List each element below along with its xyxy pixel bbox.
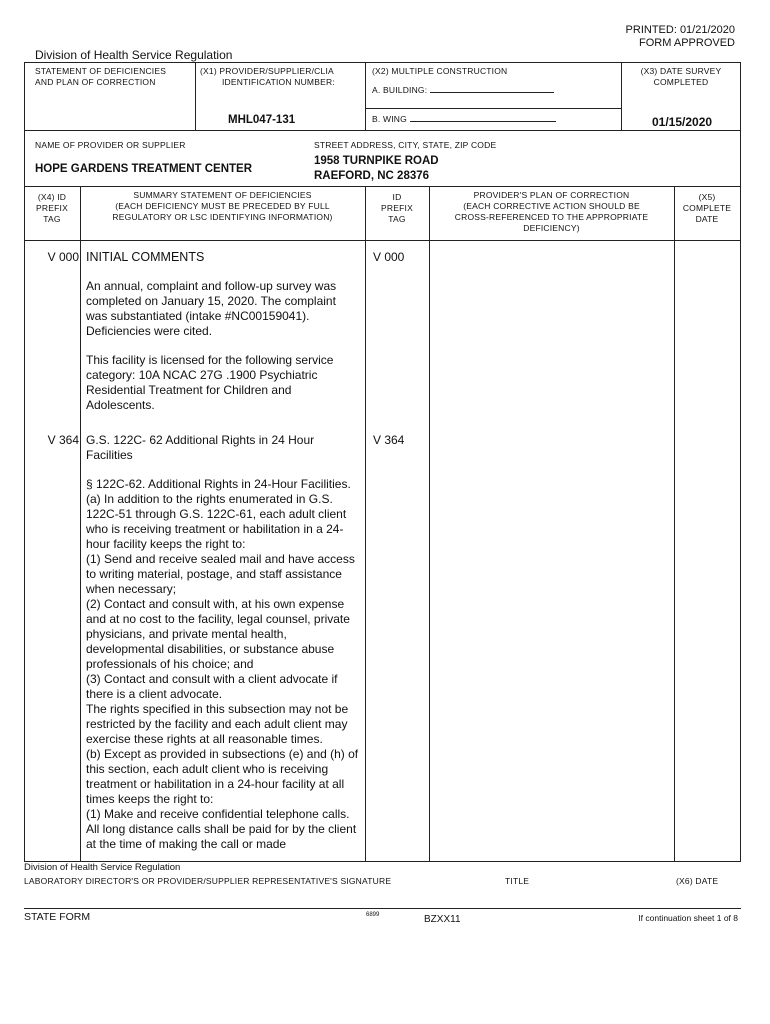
plan-header-line-4: DEFICIENCY) xyxy=(523,223,580,233)
x5-header-line-2: COMPLETE xyxy=(682,203,732,213)
state-form-label: STATE FORM xyxy=(24,911,91,923)
form-number: 6899 xyxy=(366,912,380,918)
divider-x2 xyxy=(365,62,366,130)
plan-header-line-1: PROVIDER'S PLAN OF CORRECTION xyxy=(473,190,630,200)
entry-prefix-v364: V 364 xyxy=(47,433,79,447)
x5-header-line-1: (X5) xyxy=(698,192,716,202)
plan-header xyxy=(429,190,674,234)
footer-division: Division of Health Service Regulation xyxy=(24,862,181,873)
entry-v364-text xyxy=(86,433,362,859)
col-divider-id xyxy=(429,186,430,861)
statement-label-1: STATEMENT OF DEFICIENCIES xyxy=(35,66,167,76)
x4-header-line-2: PREFIX xyxy=(36,203,68,213)
divider-building-wing xyxy=(365,108,621,109)
id-header-line-1: ID xyxy=(392,192,402,202)
x4-header-line-1: (X4) ID xyxy=(37,192,67,202)
address-label: STREET ADDRESS, CITY, STATE, ZIP CODE xyxy=(314,140,497,150)
form-right-border xyxy=(740,62,741,861)
summary-header-line-3: REGULATORY OR LSC IDENTIFYING INFORMATION) xyxy=(112,212,333,222)
x2-label: (X2) MULTIPLE CONSTRUCTION xyxy=(372,66,508,76)
column-header-bottom xyxy=(24,240,741,241)
column-header-top xyxy=(24,186,741,187)
divider-provider-row xyxy=(24,130,741,131)
survey-date: 01/15/2020 xyxy=(652,115,713,129)
plan-header-line-2: (EACH CORRECTIVE ACTION SHOULD BE xyxy=(463,201,640,211)
x3-label-2: COMPLETED xyxy=(653,77,709,87)
x5-header xyxy=(674,192,740,225)
x6-date-label: (X6) DATE xyxy=(676,876,719,886)
signature-label: LABORATORY DIRECTOR'S OR PROVIDER/SUPPLIER REPRESENTATIVE'S SIGNATURE xyxy=(24,876,392,886)
summary-header-line-1: SUMMARY STATEMENT OF DEFICIENCIES xyxy=(133,190,312,200)
id-header-line-2: PREFIX xyxy=(381,203,413,213)
building-label xyxy=(372,83,554,96)
col-divider-summary xyxy=(365,186,366,861)
form-left-border xyxy=(24,62,25,861)
wing-label-text: B. WING xyxy=(372,114,407,124)
wing-field[interactable] xyxy=(410,112,556,122)
plan-header-line-3: CROSS-REFERENCED TO THE APPROPRIATE xyxy=(454,212,649,222)
entry-id-tag-v364: V 364 xyxy=(373,433,405,447)
continuation-sheet: If continuation sheet 1 of 8 xyxy=(638,913,738,923)
entry-prefix-v000: V 000 xyxy=(47,250,79,264)
provider-name: HOPE GARDENS TREATMENT CENTER xyxy=(35,163,253,175)
address-line-2: RAEFORD, NC 28376 xyxy=(314,170,430,182)
divider-x1 xyxy=(195,62,196,130)
printed-date: PRINTED: 01/21/2020 xyxy=(625,24,735,36)
statement-label-2: AND PLAN OF CORRECTION xyxy=(35,77,156,87)
form-approved: FORM APPROVED xyxy=(639,37,735,49)
title-label: TITLE xyxy=(505,876,530,886)
paragraph: § 122C-62. Additional Rights in 24-Hour Facilities. (a) In addition to the rights enumerated in G.S. 122C-51 through G.S. 122C-61, each adult client who is receiving treatment or habilitation in a 24-hour facility keeps the right to: (1) Send and receive sealed mail and have access to writing material, postage, and staff assistance when necessary; (2) Contact and consult with, at his own expense and at no cost to the facility, legal counsel, private physicians, and private mental health, developmental disabilities, or substance abuse professionals of his choice; and (3) Contact and consult with a client advocate if there is a client advocate. The rights specified in this subsection may not be restricted by the facility and each adult client may exercise these rights at all reasonable times. (b) Except as provided in subsections (e) and (h) of this section, each adult client who is receiving treatment or habilitation in a 24-hour facility at all times keeps the right to: (1) Make and receive confidential telephone calls. All long distance calls shall be paid for by the client at the time of making the call or made xyxy=(86,477,359,851)
provider-id-number: MHL047-131 xyxy=(228,114,296,126)
id-header-line-3: TAG xyxy=(388,214,406,224)
paragraph: An annual, complaint and follow-up survey was completed on January 15, 2020. The complaint was substantiated (intake #NC00159041). Deficiencies were cited. xyxy=(86,279,337,338)
event-id: BZXX11 xyxy=(424,914,461,925)
entry-id-tag-v000: V 000 xyxy=(373,250,405,264)
address-line-1: 1958 TURNPIKE ROAD xyxy=(314,155,439,167)
x4-header-line-3: TAG xyxy=(43,214,61,224)
x1-label-1: (X1) PROVIDER/SUPPLIER/CLIA xyxy=(200,66,334,76)
x4-header xyxy=(24,192,80,225)
building-label-text: A. BUILDING: xyxy=(372,85,428,95)
entry-title: G.S. 122C- 62 Additional Rights in 24 Hour Facilities xyxy=(86,433,315,462)
id-header xyxy=(365,192,429,225)
x3-label-1: (X3) DATE SURVEY xyxy=(640,66,722,76)
summary-header xyxy=(80,190,365,223)
form-top-border xyxy=(24,62,741,63)
provider-name-label: NAME OF PROVIDER OR SUPPLIER xyxy=(35,140,186,150)
building-field[interactable] xyxy=(430,83,554,93)
signature-bottom-border xyxy=(24,908,741,909)
x5-header-line-3: DATE xyxy=(695,214,719,224)
wing-label xyxy=(372,112,556,125)
col-divider-plan xyxy=(674,186,675,861)
entry-title: INITIAL COMMENTS xyxy=(86,250,205,264)
x1-label-2: IDENTIFICATION NUMBER: xyxy=(222,77,335,87)
paragraph: This facility is licensed for the following service category: 10A NCAC 27G .1900 Psychiatric Residential Treatment for Children and Adolescents. xyxy=(86,353,334,412)
division-title: Division of Health Service Regulation xyxy=(35,48,233,62)
col-divider-prefix xyxy=(80,186,81,861)
summary-header-line-2: (EACH DEFICIENCY MUST BE PRECEDED BY FULL xyxy=(115,201,330,211)
entry-v000-text xyxy=(86,250,360,427)
